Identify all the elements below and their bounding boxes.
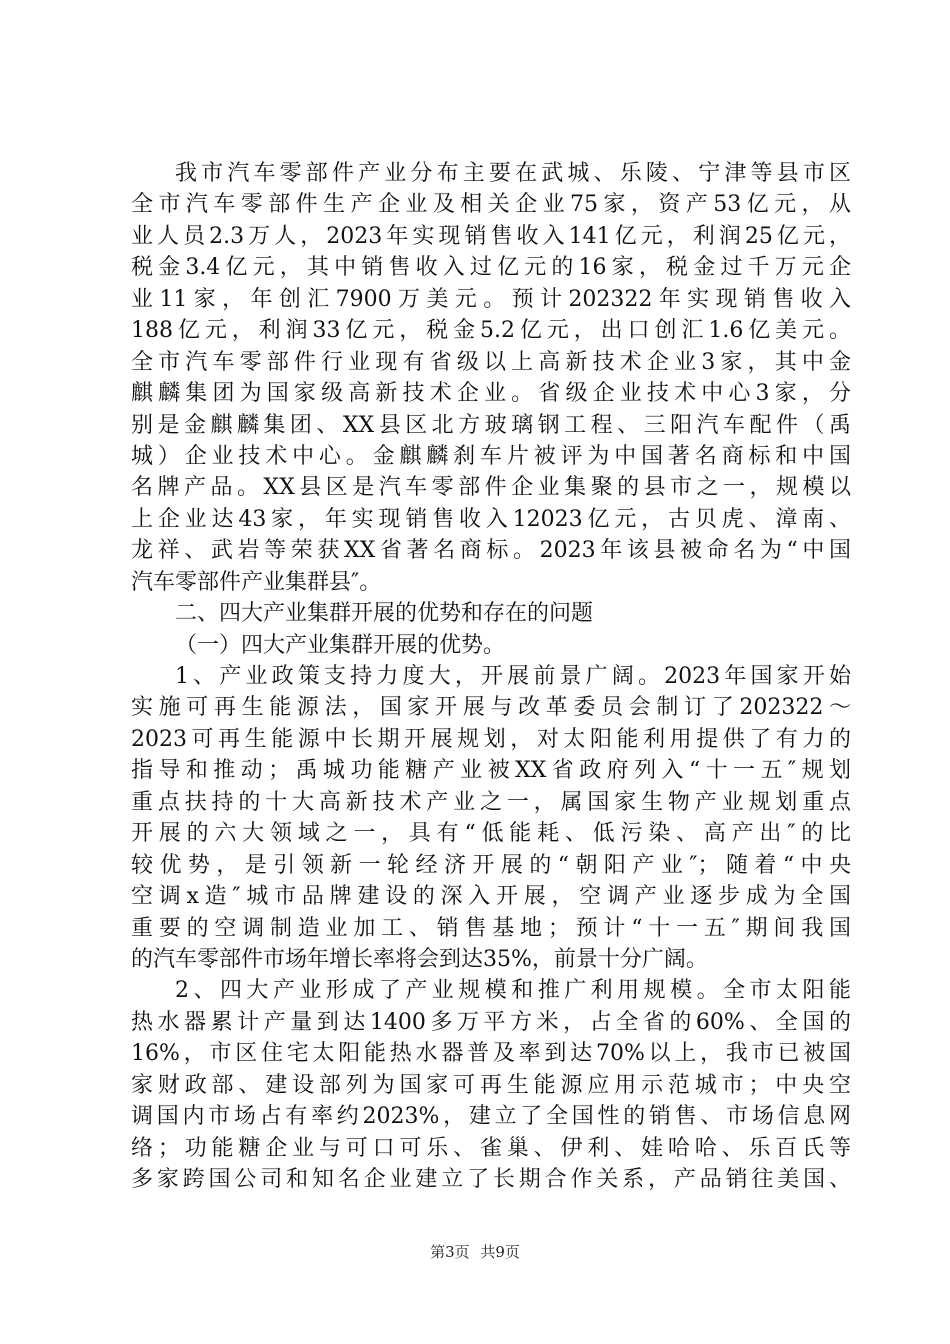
text-line: 的汽车零部件市场年增长率将会到达35%，前景十分广阔。 [131,946,708,972]
text-line: 税金3.4亿元，其中销售收入过亿元的16家，税金过千万元企 [131,255,851,281]
text-line: 上企业达43家，年实现销售收入12023亿元，古贝虎、漳南、 [131,506,851,532]
text-line: 家财政部、建设部列为国家可再生能源应用示范城市；中央空 [131,1072,851,1098]
text-line: 188亿元，利润33亿元，税金5.2亿元，出口创汇1.6亿美元。 [131,318,851,344]
paragraph-industry-scale [131,975,851,1195]
text-line: 2、四大产业形成了产业规模和推广利用规模。全市太阳能 [175,978,851,1004]
text-line: 业人员2.3万人，2023年实现销售收入141亿元，利润25亿元， [131,223,851,249]
text-line: 我市汽车零部件产业分布主要在武城、乐陵、宁津等县市区 [175,161,851,186]
page-footer [0,1242,950,1262]
text-line: 16%，市区住宅太阳能热水器普及率到达70%以上，我市已被国 [131,1041,851,1067]
text-line: 指导和推动；禹城功能糖产业被XX省政府列入“十一五″规划 [131,758,851,784]
text-line: 空调x造″城市品牌建设的深入开展，空调产业逐步成为全国 [131,884,851,910]
page-number: 第3页 [430,1243,470,1261]
text-line: 调国内市场占有率约2023%，建立了全国性的销售、市场信息网 [131,1104,851,1130]
text-line: 络；功能糖企业与可口可乐、雀巢、伊利、娃哈哈、乐百氏等 [131,1135,851,1161]
section-heading: 二、四大产业集群开展的优势和存在的问题 [175,601,594,627]
text-line: 名牌产品。XX县区是汽车零部件企业集聚的县市之一，规模以 [131,475,851,501]
text-line: 全市汽车零部件行业现有省级以上高新技术企业3家，其中金 [131,349,851,375]
text-line: 重点扶持的十大高新技术产业之一，属国家生物产业规划重点 [131,789,851,815]
text-line: 城）企业技术中心。金麒麟刹车片被评为中国著名商标和中国 [131,443,851,469]
text-line: 全市汽车零部件生产企业及相关企业75家，资产53亿元，从 [131,192,851,218]
text-line: 2023可再生能源中长期开展规划，对太阳能利用提供了有力的 [131,726,851,752]
text-line: 较优势，是引领新一轮经济开展的“朝阳产业″；随着“中央 [131,852,851,878]
text-line: 实施可再生能源法，国家开展与改革委员会制订了202322～ [131,695,851,721]
subsection-heading: （一）四大产业集群开展的优势。 [175,632,506,658]
page-total: 共9页 [480,1243,520,1261]
text-line: 龙祥、武岩等荣获XX省著名商标。2023年该县被命名为“中国 [131,538,851,564]
text-line: 重要的空调制造业加工、销售基地；预计“十一五″期间我国 [131,915,851,941]
text-line: 业11家，年创汇7900万美元。预计202322年实现销售收入 [131,286,851,312]
text-line: 汽车零部件产业集群县″。 [131,569,382,595]
text-line: 开展的六大领域之一，具有“低能耗、低污染、高产出″的比 [131,821,851,847]
text-line: 热水器累计产量到达1400多万平方米，占全省的60%、全国的 [131,1009,851,1035]
text-line: 麒麟集团为国家级高新技术企业。省级企业技术中心3家，分 [131,381,851,407]
text-line: 别是金麒麟集团、XX县区北方玻璃钢工程、三阳汽车配件（禹 [131,412,851,438]
paragraph-policy-support [131,661,851,975]
paragraph-industry-overview [131,158,851,598]
document-body [131,158,851,1195]
text-line: 多家跨国公司和知名企业建立了长期合作关系，产品销往美国、 [131,1167,851,1192]
text-line: 1、产业政策支持力度大，开展前景广阔。2023年国家开始 [175,664,851,689]
